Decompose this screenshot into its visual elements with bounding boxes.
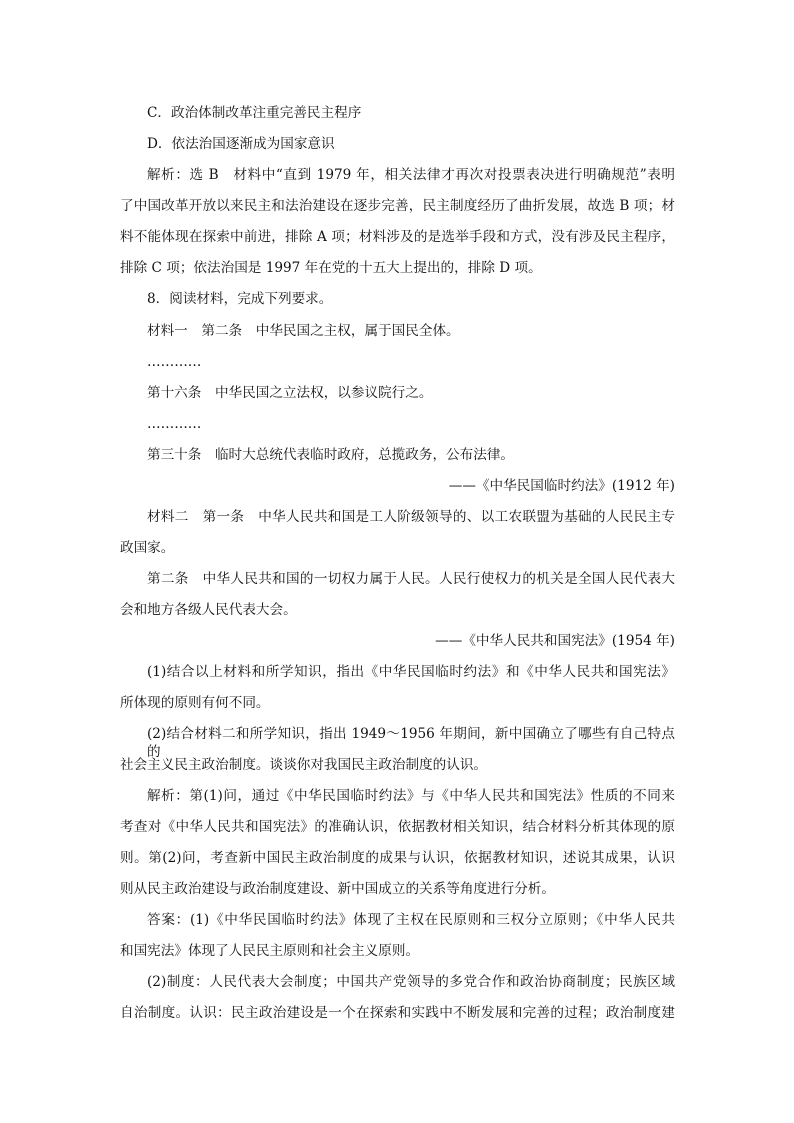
option-c: C．政治体制改革注重完善民主程序 <box>147 105 362 121</box>
material-1-article-16: 第十六条 中华民国之立法权，以参议院行之。 <box>147 385 433 401</box>
analysis-line-2: 了中国改革开放以来民主和法治建设在逐步完善，民主制度经历了曲折发展，故选 B 项；材 <box>120 198 675 214</box>
material-2-article-2: 第二条 中华人民共和国的一切权力属于人民。人民行使权力的机关是全国人民代表大 <box>147 571 675 587</box>
answer-2-line-1: (2)制度：人民代表大会制度；中国共产党领导的多党合作和政治协商制度；民族区域 <box>147 974 675 990</box>
analysis-8-line-4: 则从民主政治建设与政治制度建设、新中国成立的关系等角度进行分析。 <box>120 881 555 897</box>
analysis-8-line-3: 则。第(2)问，考查新中国民主政治制度的成果与认识，依据教材知识，述说其成果，认识 <box>120 850 675 866</box>
analysis-8-line-2: 考查对《中华人民共和国宪法》的准确认识，依据教材相关知识，结合材料分析其体现的原 <box>120 819 675 835</box>
question-8-title: 8．阅读材料，完成下列要求。 <box>147 291 333 307</box>
ellipsis-2: ………… <box>147 416 202 432</box>
sub-question-1: (1)结合以上材料和所学知识，指出《中华民国临时约法》和《中华人民共和国宪法》 <box>147 664 675 680</box>
material-2-source: ——《中华人民共和国宪法》(1954 年) <box>435 633 675 649</box>
answer-1-line-2: 和国宪法》体现了人民民主原则和社会主义原则。 <box>120 943 420 959</box>
ellipsis-1: ………… <box>147 354 202 370</box>
option-d: D．依法治国逐渐成为国家意识 <box>147 136 335 152</box>
analysis-line-3: 料不能体现在探索中前进，排除 A 项；材料涉及的是选举手段和方式，没有涉及民主程序， <box>120 229 675 245</box>
material-2-article-1: 材料二 第一条 中华人民共和国是工人阶级领导的、以工农联盟为基础的人民民主专 <box>147 509 675 525</box>
analysis-8-line-1: 解析：第(1)问，通过《中华民国临时约法》与《中华人民共和国宪法》性质的不同来 <box>147 788 675 804</box>
material-1-article-2: 材料一 第二条 中华民国之主权，属于国民全体。 <box>147 323 460 339</box>
sub-question-2: (2)结合材料二和所学知识，指出 1949～1956 年期间，新中国确立了哪些有自己特点的 <box>147 726 675 760</box>
analysis-line-4: 排除 C 项；依法治国是 1997 年在党的十五大上提出的，排除 D 项。 <box>120 260 542 276</box>
material-2-article-2-cont: 会和地方各级人民代表大会。 <box>120 602 297 618</box>
analysis-line-1: 解析：选 B 材料中“直到 1979 年，相关法律才再次对投票表决进行明确规范”表明 <box>147 167 675 183</box>
answer-2-line-2: 自治制度。认识：民主政治建设是一个在探索和实践中不断发展和完善的过程；政治制度建 <box>120 1005 675 1021</box>
material-1-source: ——《中华民国临时约法》(1912 年) <box>448 478 675 494</box>
sub-question-2-cont: 社会主义民主政治制度。谈谈你对我国民主政治制度的认识。 <box>120 757 488 773</box>
material-2-article-1-cont: 政国家。 <box>120 540 175 556</box>
material-1-article-30: 第三十条 临时大总统代表临时政府，总揽政务，公布法律。 <box>147 447 515 463</box>
answer-1-line-1: 答案：(1)《中华民国临时约法》体现了主权在民原则和三权分立原则；《中华人民共 <box>147 912 675 928</box>
sub-question-1-cont: 所体现的原则有何不同。 <box>120 695 270 711</box>
